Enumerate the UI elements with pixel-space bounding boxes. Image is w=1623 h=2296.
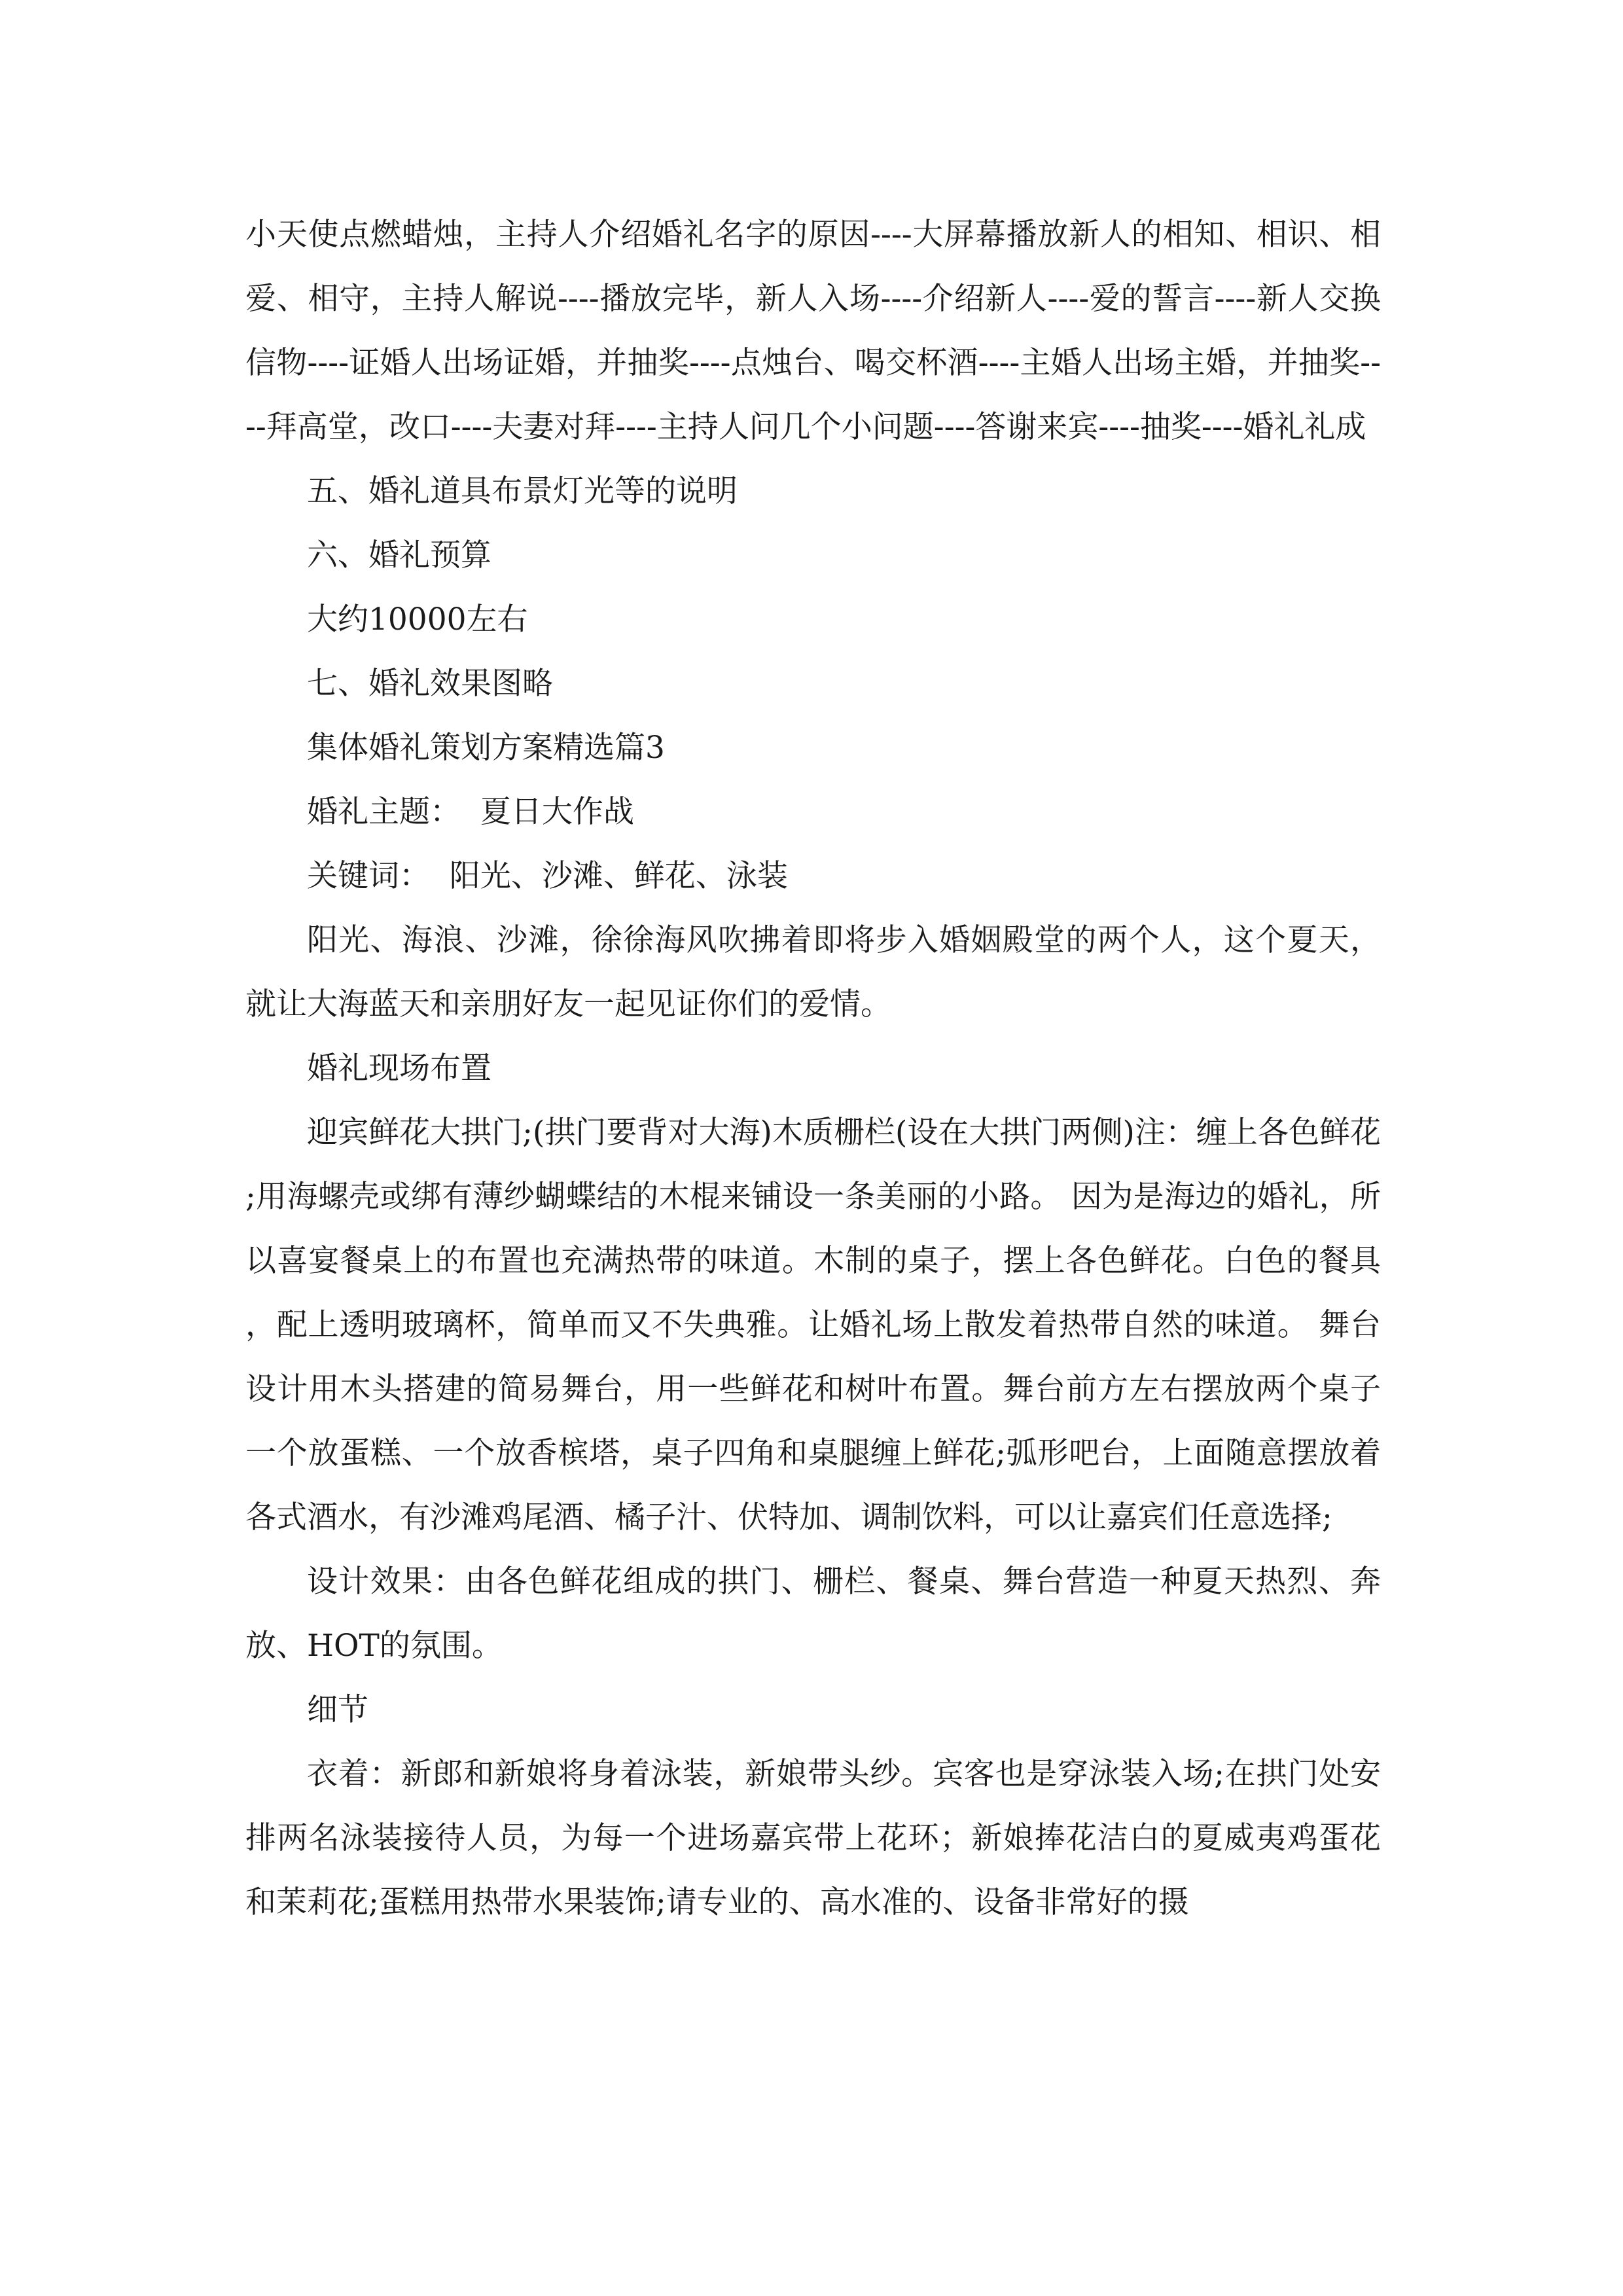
heading-budget: 六、婚礼预算 xyxy=(307,537,491,573)
budget-amount: 大约10000左右 xyxy=(307,601,528,637)
keywords: 关键词： 阳光、沙滩、鲜花、泳装 xyxy=(307,858,788,894)
wedding-theme: 婚礼主题： 夏日大作战 xyxy=(307,794,634,830)
paragraph-ceremony-flow: 小天使点燃蜡烛，主持人介绍婚礼名字的原因----大屏幕播放新人的相知、相识、相爱、相守，主持人解说----播放完毕，新人入场----介绍新人----爱的誓言----新人交换信物----证婚人出场证婚，并抽奖----点烛台、喝交杯酒----主婚人出场主婚，并抽奖----拜高堂，改口----夫妻对拜----主持人问几个小问题----答谢来宾----抽奖----婚礼礼成 xyxy=(245,217,1381,445)
heading-props-lighting: 五、婚礼道具布景灯光等的说明 xyxy=(307,473,738,509)
heading-venue-layout: 婚礼现场布置 xyxy=(307,1050,491,1086)
section-title: 集体婚礼策划方案精选篇3 xyxy=(307,730,665,766)
document-body xyxy=(245,203,1381,1935)
paragraph-attire: 衣着：新郎和新娘将身着泳装，新娘带头纱。宾客也是穿泳装入场;在拱门处安排两名泳装接待人员，为每一个进场嘉宾带上花环；新娘捧花洁白的夏威夷鸡蛋花和茉莉花;蛋糕用热带水果装饰;请专业的、高水准的、设备非常好的摄 xyxy=(245,1756,1381,1920)
heading-effect-image: 七、婚礼效果图略 xyxy=(307,666,553,702)
paragraph-venue-layout: 迎宾鲜花大拱门;(拱门要背对大海)木质栅栏(设在大拱门两侧)注：缠上各色鲜花;用海螺壳或绑有薄纱蝴蝶结的木棍来铺设一条美丽的小路。 因为是海边的婚礼，所以喜宴餐桌上的布置也充满热带的味道。木制的桌子，摆上各色鲜花。白色的餐具，配上透明玻璃杯，简单而又不失典雅。让婚礼场上散发着热带自然的味道。 舞台设计用木头搭建的简易舞台，用一些鲜花和树叶布置。舞台前方左右摆放两个桌子一个放蛋糕、一个放香槟塔，桌子四角和桌腿缠上鲜花;弧形吧台，上面随意摆放着各式酒水，有沙滩鸡尾酒、橘子汁、伏特加、调制饮料，可以让嘉宾们任意选择; xyxy=(245,1115,1381,1535)
paragraph-design-effect: 设计效果：由各色鲜花组成的拱门、栅栏、餐桌、舞台营造一种夏天热烈、奔放、HOT的氛围。 xyxy=(245,1564,1381,1664)
paragraph-intro: 阳光、海浪、沙滩，徐徐海风吹拂着即将步入婚姻殿堂的两个人，这个夏天，就让大海蓝天和亲朋好友一起见证你们的爱情。 xyxy=(245,922,1381,1022)
heading-details: 细节 xyxy=(307,1692,368,1728)
